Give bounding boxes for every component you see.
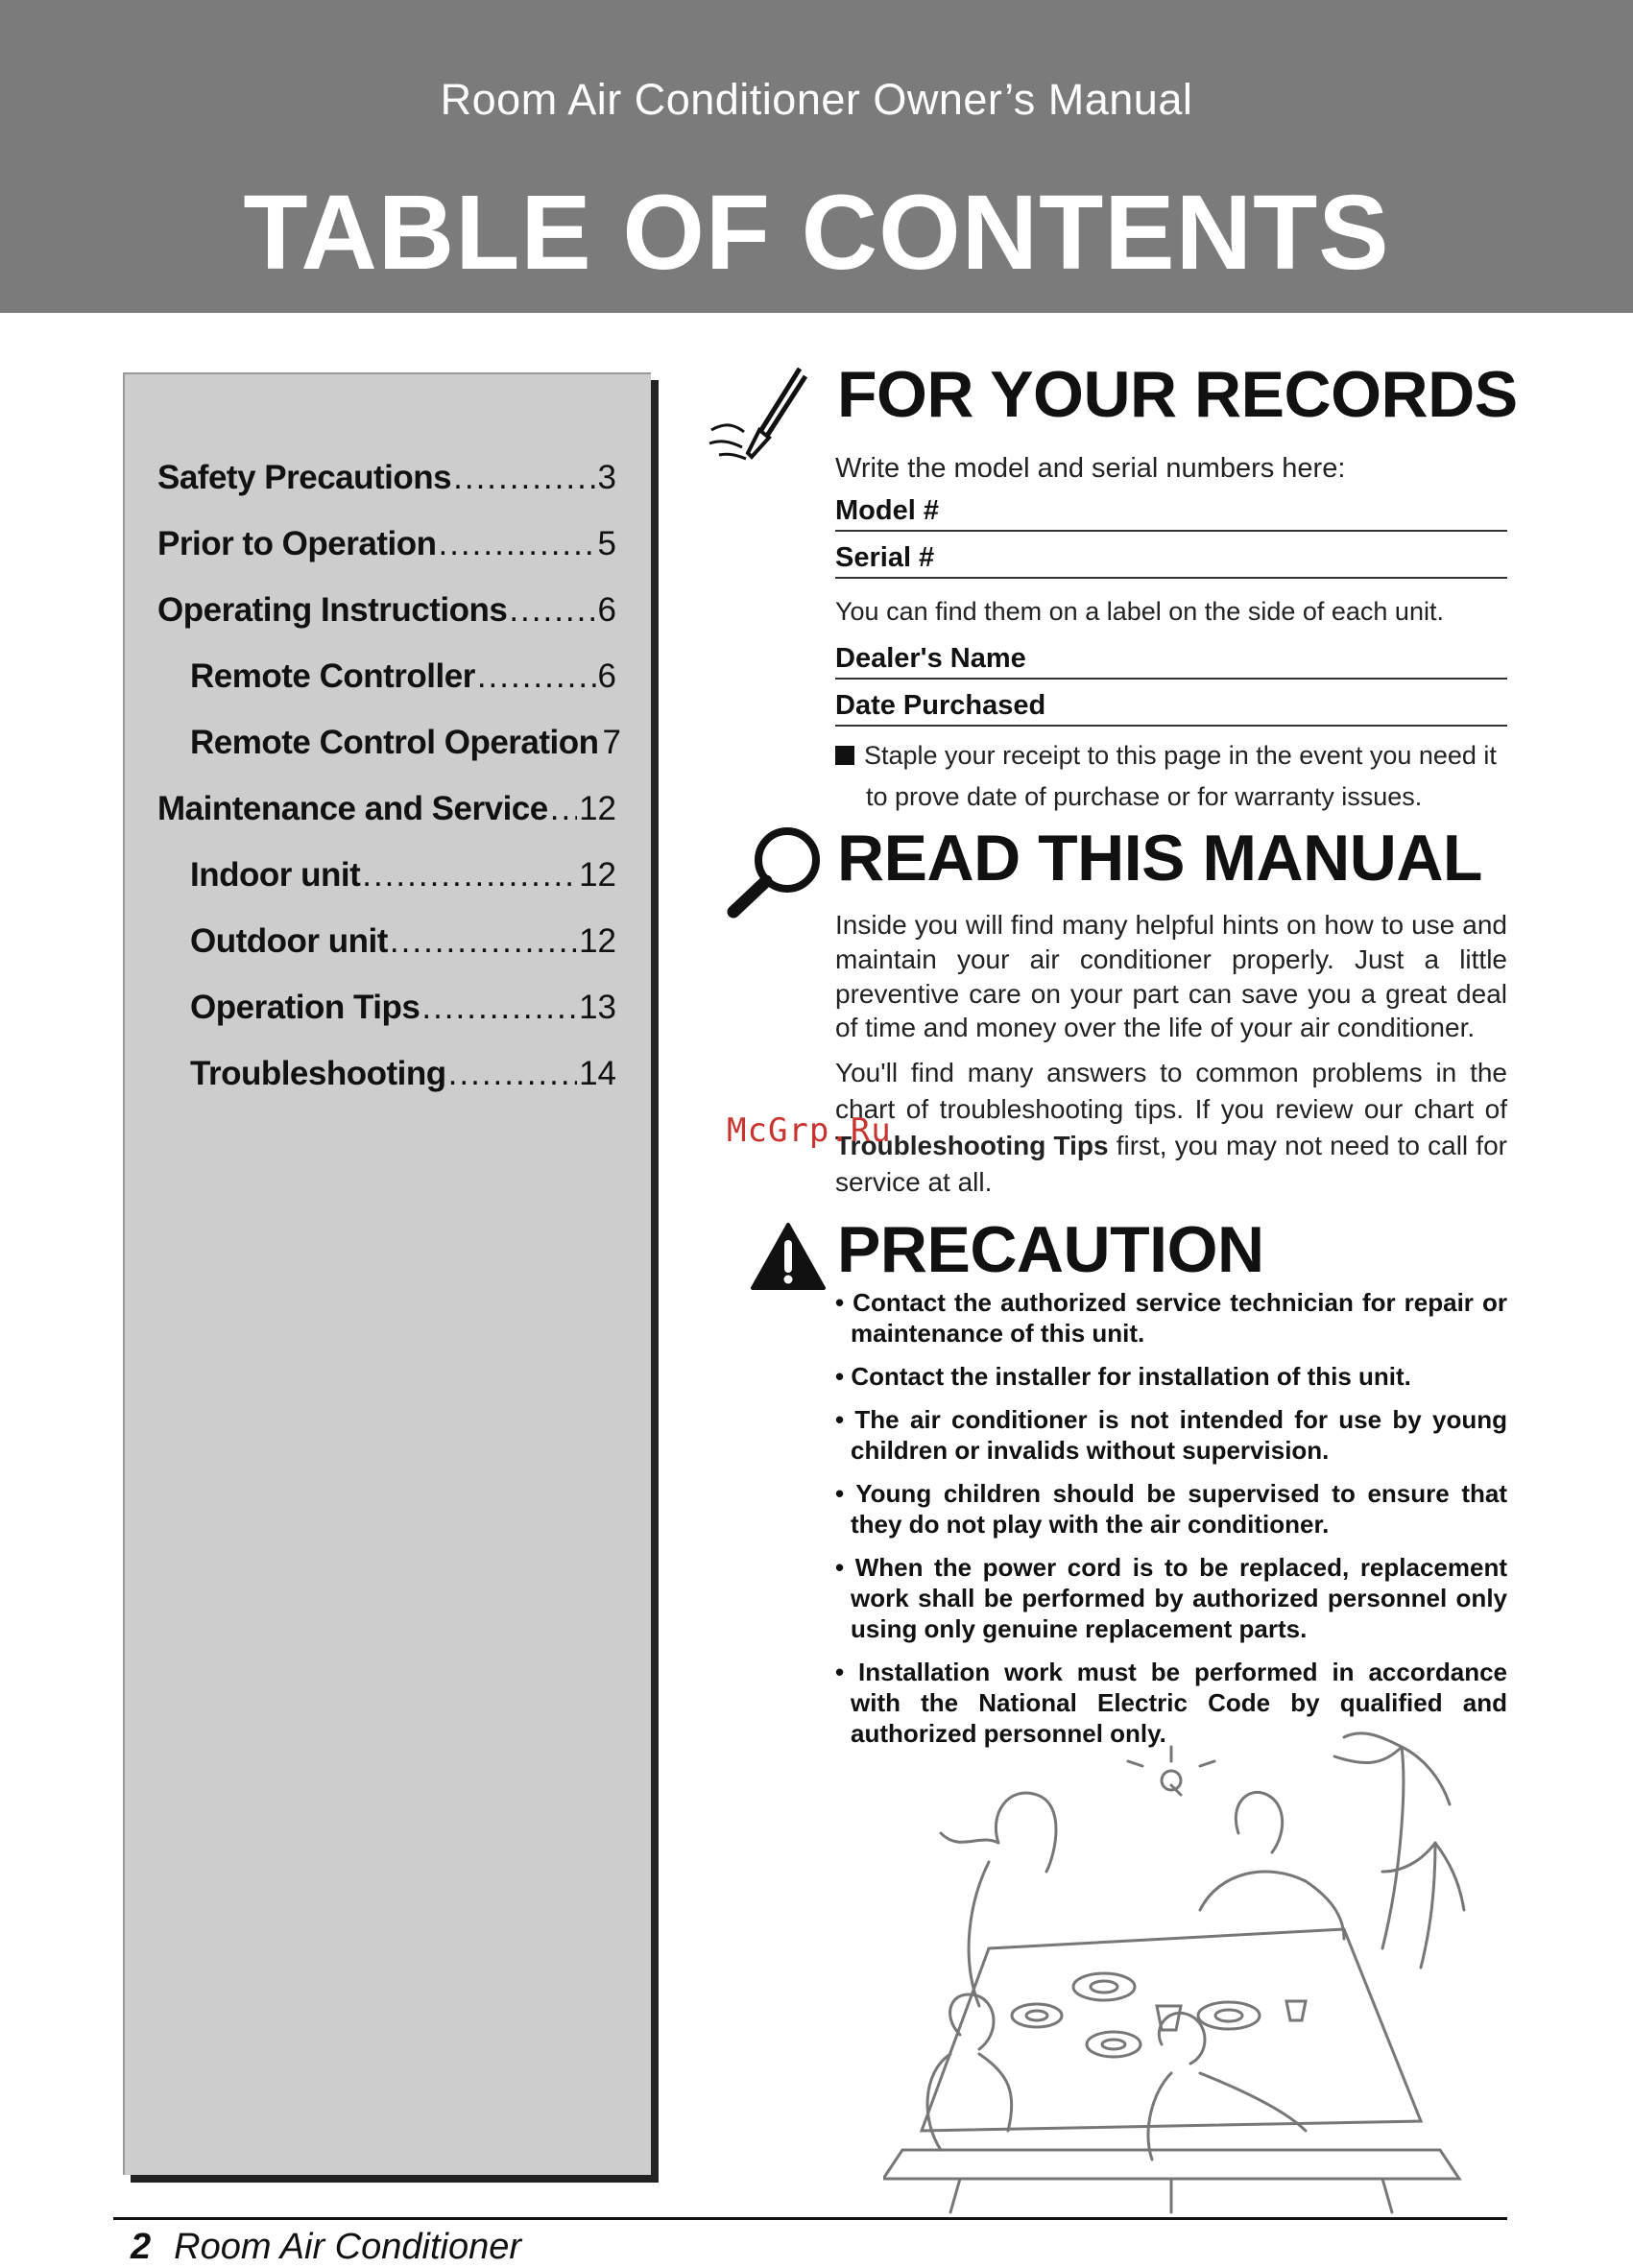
- records-intro: Write the model and serial numbers here:: [835, 453, 1346, 484]
- serial-field[interactable]: [835, 537, 1507, 579]
- toc-entry-page: 3: [597, 459, 616, 496]
- toc-entry[interactable]: [157, 1055, 616, 1121]
- date-label: Date Purchased: [835, 690, 1046, 721]
- toc-entry[interactable]: [157, 459, 616, 525]
- toc-entry-label: Safety Precautions: [157, 459, 452, 496]
- toc-leader-dots: [362, 856, 577, 895]
- toc-leader-dots: [477, 657, 596, 696]
- toc-entry[interactable]: [157, 591, 616, 657]
- toc-leader-dots: [448, 1055, 577, 1093]
- records-heading: FOR YOUR RECORDS: [837, 358, 1518, 431]
- toc-entry-page: 14: [579, 1055, 616, 1092]
- toc-entry-label: Operating Instructions: [157, 591, 508, 629]
- warning-icon: [749, 1221, 828, 1292]
- manual-paragraph-1: Inside you will find many helpful hints on how to use and maintain your air conditioner properly. Just a little preventive care on your part can save you a great deal of time and money over the life of your air conditioner.: [835, 910, 1507, 1043]
- page-footer: [131, 2227, 521, 2268]
- precaution-item: • Contact the authorized service technician for repair or maintenance of this unit.: [835, 1288, 1507, 1348]
- toc-entry-label: Remote Control Operation: [190, 724, 599, 761]
- staple-line-2: to prove date of purchase or for warranty issues.: [866, 782, 1423, 812]
- precaution-item: • Contact the installer for installation of this unit.: [835, 1361, 1411, 1391]
- magnifier-icon: [726, 824, 828, 919]
- manual-section: [835, 908, 1507, 1201]
- toc-panel: [123, 372, 651, 2175]
- toc-entry[interactable]: [157, 790, 616, 856]
- toc-entry[interactable]: [157, 724, 621, 790]
- toc-entry-label: Operation Tips: [190, 989, 420, 1026]
- family-picnic-illustration: [883, 1728, 1478, 2217]
- toc-leader-dots: [421, 989, 577, 1027]
- manual-subtitle: Room Air Conditioner Owner’s Manual: [440, 75, 1193, 124]
- toc-entry[interactable]: [157, 989, 616, 1055]
- toc-entry-page: 6: [597, 657, 616, 695]
- toc-entry[interactable]: [157, 922, 616, 989]
- manual-paragraph-2a: You'll find many answers to common problems in the chart of troubleshooting tips. If you review our chart of: [835, 1058, 1507, 1125]
- toc-entry-page: 5: [597, 525, 616, 562]
- toc-entry-page: 12: [579, 856, 616, 894]
- toc-leader-dots: [550, 790, 577, 828]
- manual-heading: READ THIS MANUAL: [837, 822, 1482, 895]
- precaution-heading: PRECAUTION: [837, 1213, 1264, 1286]
- toc-entry-page: 12: [579, 922, 616, 960]
- model-field[interactable]: [835, 489, 1507, 532]
- pen-icon: [706, 363, 811, 468]
- toc-entry-label: Remote Controller: [190, 657, 475, 695]
- toc-entry-page: 13: [579, 989, 616, 1026]
- toc-entry-label: Indoor unit: [190, 856, 361, 894]
- precaution-item: • Young children should be supervised to ensure that they do not play with the air conditioner.: [835, 1478, 1507, 1539]
- precaution-item: • The air conditioner is not intended for use by young children or invalids without supervision.: [835, 1404, 1507, 1465]
- serial-label: Serial #: [835, 542, 935, 573]
- page-header: [0, 0, 1633, 313]
- manual-paragraph-2b: first, you may not need to call for service at all.: [835, 1130, 1507, 1197]
- toc-entry-page: 7: [602, 724, 621, 761]
- toc-entry-label: Maintenance and Service: [157, 790, 548, 827]
- staple-note: [835, 735, 1497, 818]
- precaution-item: • Installation work must be performed in accordance with the National Electric Code by qualified and authorized personnel only.: [835, 1657, 1507, 1748]
- toc-entry-label: Outdoor unit: [190, 922, 388, 960]
- manual-paragraph-2: [835, 1055, 1507, 1200]
- model-label: Model #: [835, 495, 939, 526]
- troubleshooting-tips-ref: Troubleshooting Tips: [835, 1130, 1109, 1160]
- toc-leader-dots: [453, 459, 595, 497]
- toc-list: [157, 459, 621, 1121]
- toc-entry-page: 12: [579, 790, 616, 827]
- toc-entry[interactable]: [157, 525, 616, 591]
- precaution-item: • When the power cord is to be replaced, replacement work shall be performed by authorized personnel only using only genuine replacement parts.: [835, 1552, 1507, 1643]
- toc-leader-dots: [438, 525, 595, 563]
- page-title: TABLE OF CONTENTS: [243, 174, 1390, 292]
- dealer-label: Dealer's Name: [835, 643, 1026, 674]
- toc-entry[interactable]: [157, 856, 616, 922]
- square-bullet-icon: [835, 746, 854, 765]
- footer-title: Room Air Conditioner: [174, 2227, 521, 2267]
- date-field[interactable]: [835, 684, 1507, 727]
- label-note: You can find them on a label on the side of each unit.: [835, 597, 1444, 626]
- toc-entry-page: 6: [597, 591, 616, 629]
- dealer-field[interactable]: [835, 637, 1507, 680]
- page-number: 2: [131, 2227, 152, 2267]
- toc-leader-dots: [390, 922, 577, 961]
- toc-entry-label: Troubleshooting: [190, 1055, 446, 1092]
- toc-entry[interactable]: [157, 657, 616, 724]
- footer-rule: [113, 2217, 1507, 2220]
- toc-entry-label: Prior to Operation: [157, 525, 437, 562]
- staple-line-1: Staple your receipt to this page in the event you need it: [864, 741, 1497, 770]
- toc-leader-dots: [509, 591, 595, 630]
- precaution-list: [835, 1288, 1507, 1762]
- watermark: McGrp.Ru: [727, 1111, 892, 1150]
